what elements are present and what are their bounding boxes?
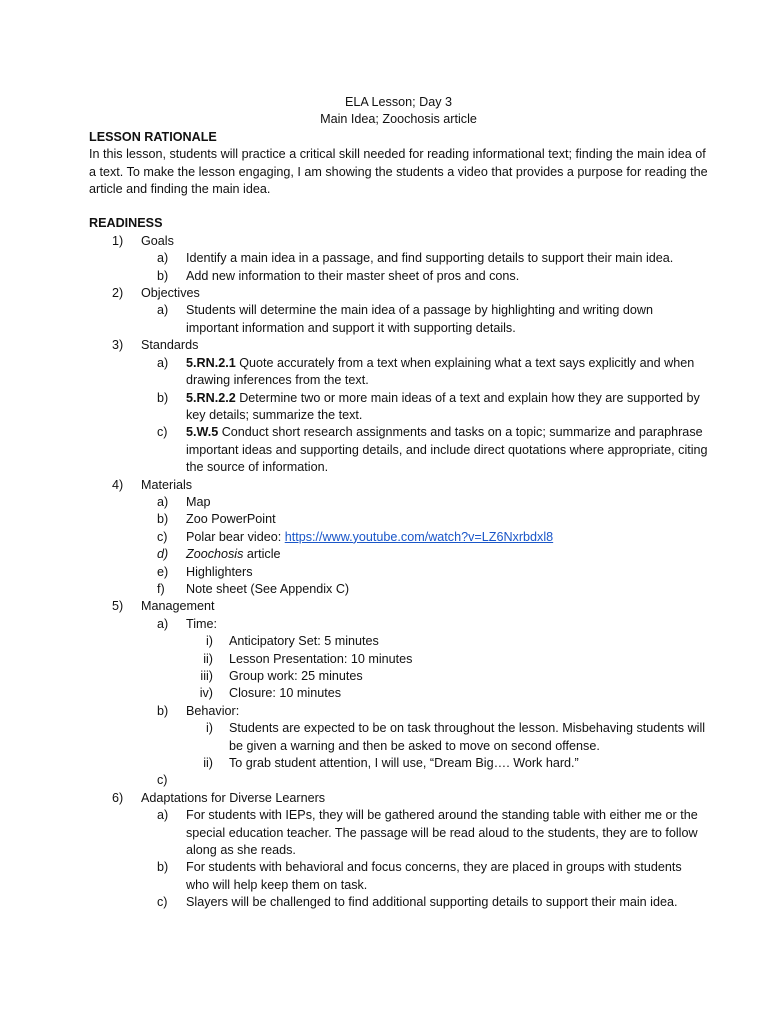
list-item: c): [157, 773, 168, 788]
list-item: ii) Lesson Presentation: 10 minutes: [203, 651, 413, 666]
list-item: iii) Group work: 25 minutes: [200, 669, 363, 683]
list-item: a) For students with IEPs, they will be gathered around the standing table with either me or the special education teacher. The passage will be read aloud to the students, they are to follow along as she reads.: [157, 808, 698, 858]
objectives-item: 2) Objectives: [112, 286, 200, 301]
list-item: f) Note sheet (See Appendix C): [157, 581, 350, 596]
rationale-heading: LESSON RATIONALE: [89, 129, 217, 144]
list-item: c) Polar bear video: https://www.youtube.com/watch?v=LZ6Nxrbdxl8: [157, 529, 554, 544]
list-item: d) Zoochosis article: [157, 547, 281, 562]
standards-item: 3) Standards: [112, 338, 199, 353]
doc-title: ELA Lesson; Day 3: [344, 95, 453, 109]
list-item: e) Highlighters: [157, 564, 253, 579]
list-item: a) Map: [157, 494, 211, 509]
rationale-text: In this lesson, students will practice a critical skill needed for reading informational text; finding the main idea of a text. To make the lesson engaging, I am showing the students a video that provides a purpose for reading the article and finding the main idea.: [89, 147, 708, 197]
list-item: b) Behavior:: [157, 703, 240, 718]
materials-item: 4) Materials: [112, 477, 193, 492]
list-item: b) For students with behavioral and focus concerns, they are placed in groups with students who will help keep them on task.: [157, 860, 682, 892]
list-item: a) Identify a main idea in a passage, and find supporting details to support their main idea.: [157, 251, 674, 266]
list-item: b) Add new information to their master sheet of pros and cons.: [157, 268, 520, 283]
standard-code: 5.W.5: [186, 425, 219, 440]
doc-subtitle: Main Idea; Zoochosis article: [320, 112, 477, 127]
list-item: a) Students will determine the main idea of a passage by highlighting and writing down important information and support it with supporting details.: [157, 303, 653, 335]
list-item: ii) To grab student attention, I will use, “Dream Big…. Work hard.”: [203, 756, 579, 771]
video-link[interactable]: https://www.youtube.com/watch?v=LZ6Nxrbdxl8: [284, 529, 554, 544]
list-item: a) 5.RN.2.1 Quote accurately from a text when explaining what a text says explicitly and when drawing inferences from the text.: [157, 355, 695, 388]
standard-code: 5.RN.2.2: [186, 390, 236, 405]
list-item: i) Anticipatory Set: 5 minutes: [206, 634, 379, 649]
goals-item: 1) Goals: [112, 233, 174, 248]
standard-code: 5.RN.2.1: [186, 355, 236, 370]
list-item: c) Slayers will be challenged to find additional supporting details to support their main idea.: [157, 895, 678, 910]
list-item: a) Time:: [157, 616, 218, 631]
management-item: 5) Management: [112, 599, 215, 614]
list-item: b) 5.RN.2.2 Determine two or more main ideas of a text and explain how they are supported by key details; summarize the text.: [157, 390, 700, 422]
list-item: b) Zoo PowerPoint: [157, 512, 276, 527]
list-item: iv) Closure: 10 minutes: [199, 686, 341, 701]
list-item: c) 5.W.5 Conduct short research assignments and tasks on a topic; summarize and paraphrase important ideas and supporting details, and include direct quotations where appropriate, citing the source of information.: [157, 425, 708, 475]
readiness-heading: READINESS: [89, 216, 163, 231]
list-item: i) Students are expected to be on task throughout the lesson. Misbehaving students will be given a warning and then be asked to move on second offense.: [206, 721, 706, 753]
adaptations-item: 6) Adaptations for Diverse Learners: [112, 790, 326, 805]
